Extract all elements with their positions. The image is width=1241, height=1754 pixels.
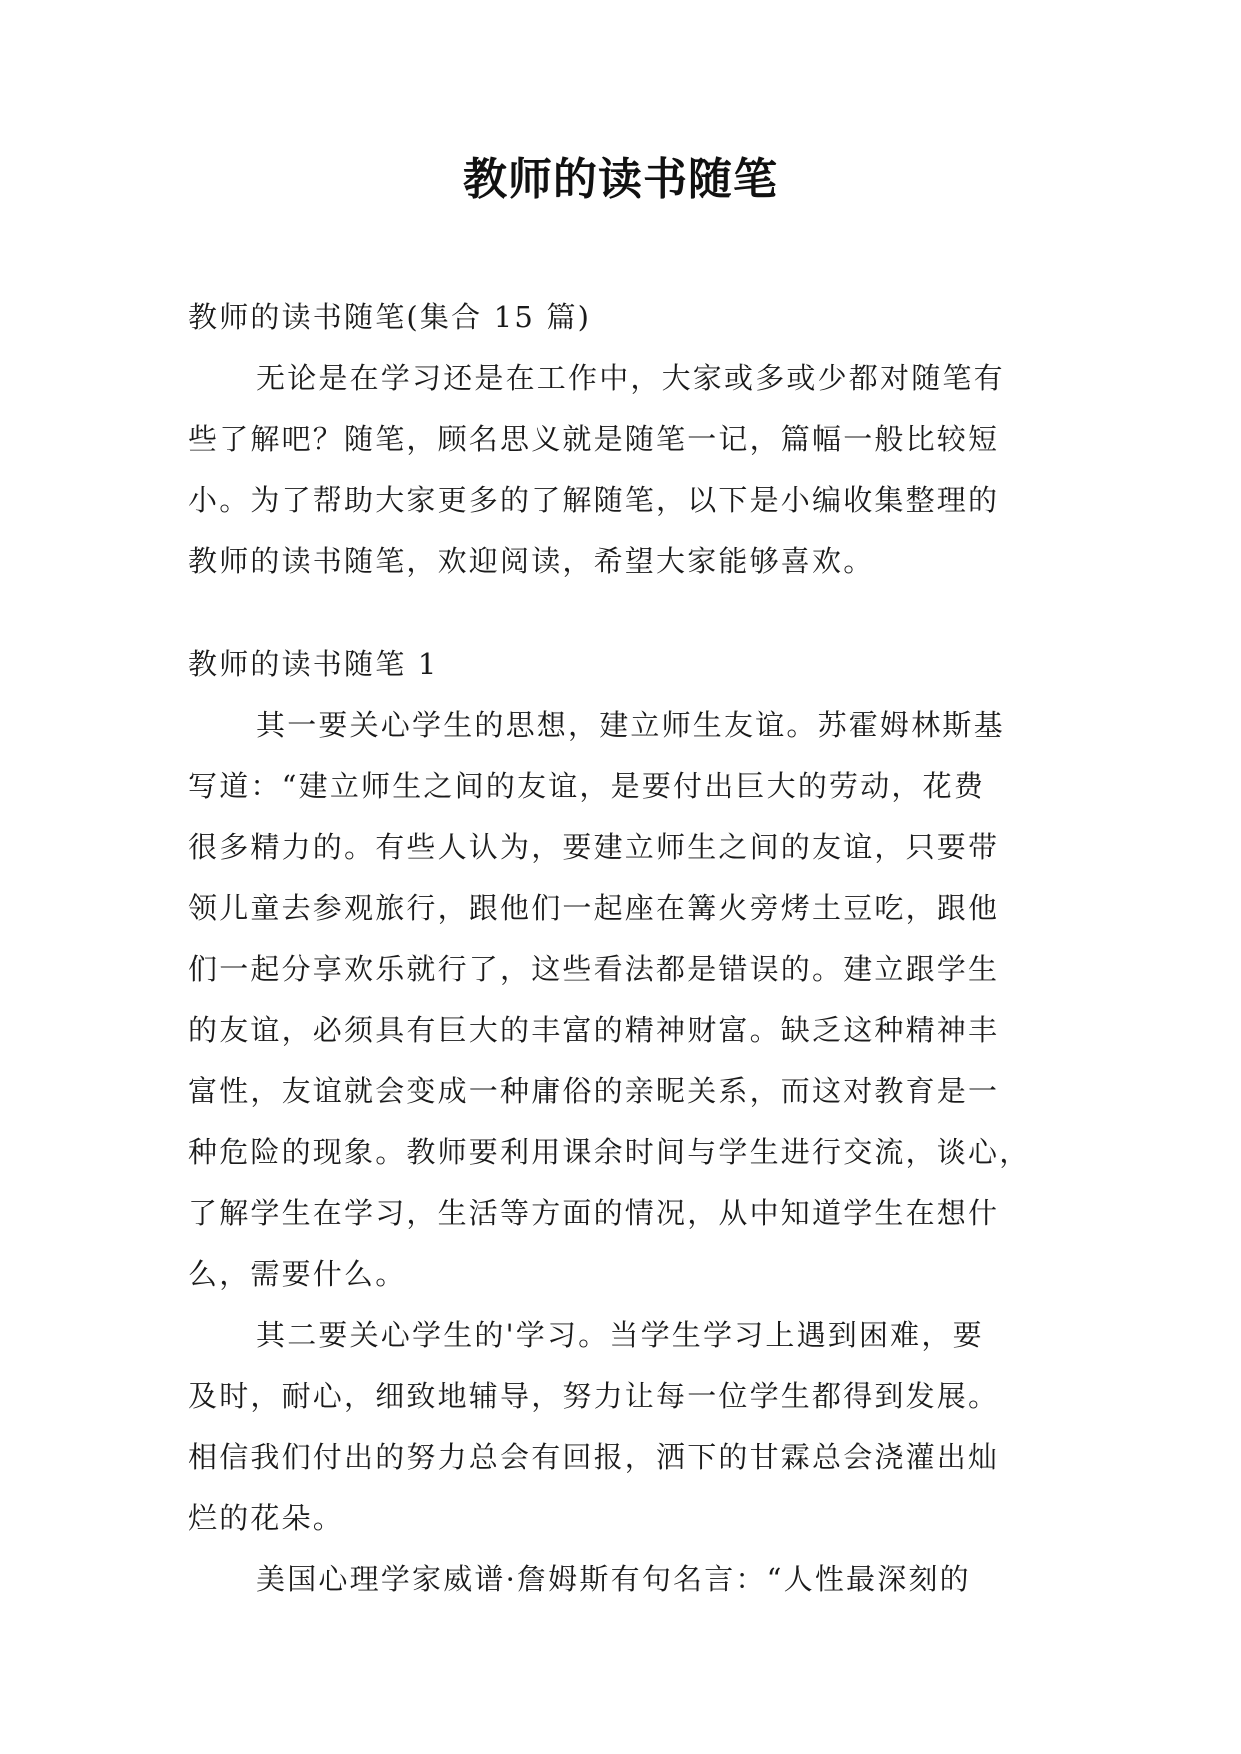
paragraph-line: 富性，友谊就会变成一种庸俗的亲昵关系，而这对教育是一 xyxy=(188,1074,1000,1108)
body-paragraph-1 xyxy=(188,695,1070,1305)
paragraph-line: 的友谊，必须具有巨大的丰富的精神财富。缺乏这种精神丰 xyxy=(188,1013,1000,1047)
paragraph-line: 其一要关心学生的思想，建立师生友谊。苏霍姆林斯基 xyxy=(256,708,1005,742)
document-body xyxy=(188,287,1070,1610)
paragraph-line: 很多精力的。有些人认为，要建立师生之间的友谊，只要带 xyxy=(188,830,1000,864)
paragraph-line: 写道：“建立师生之间的友谊，是要付出巨大的劳动，花费 xyxy=(188,769,986,803)
paragraph-line: 了解学生在学习，生活等方面的情况，从中知道学生在想什 xyxy=(188,1196,1000,1230)
section-spacer xyxy=(188,592,1070,634)
body-paragraph-2 xyxy=(188,1305,1070,1549)
paragraph-line: 烂的花朵。 xyxy=(188,1501,345,1535)
paragraph-line: 及时，耐心，细致地辅导，努力让每一位学生都得到发展。 xyxy=(188,1379,1000,1413)
intro-line: 小。为了帮助大家更多的了解随笔，以下是小编收集整理的 xyxy=(188,483,1000,517)
intro-line: 教师的读书随笔，欢迎阅读，希望大家能够喜欢。 xyxy=(188,544,875,578)
paragraph-line: 相信我们付出的努力总会有回报，洒下的甘霖总会浇灌出灿 xyxy=(188,1440,1000,1474)
intro-line: 无论是在学习还是在工作中，大家或多或少都对随笔有 xyxy=(256,361,1005,395)
body-paragraph-3 xyxy=(188,1549,1070,1610)
paragraph-line: 美国心理学家威谱·詹姆斯有句名言：“人性最深刻的 xyxy=(256,1562,971,1596)
paragraph-line: 其二要关心学生的'学习。当学生学习上遇到困难，要 xyxy=(256,1318,984,1352)
section-heading: 教师的读书随笔 1 xyxy=(188,647,439,681)
paragraph-line: 种危险的现象。教师要利用课余时间与学生进行交流，谈心， xyxy=(188,1135,1031,1169)
document-subtitle: 教师的读书随笔(集合 15 篇) xyxy=(188,300,592,334)
paragraph-line: 领儿童去参观旅行，跟他们一起座在篝火旁烤土豆吃，跟他 xyxy=(188,891,1000,925)
paragraph-line: 么，需要什么。 xyxy=(188,1257,407,1291)
document-title: 教师的读书随笔 xyxy=(463,154,778,205)
intro-paragraph xyxy=(188,348,1070,592)
intro-line: 些了解吧？随笔，顾名思义就是随笔一记，篇幅一般比较短 xyxy=(188,422,1000,456)
paragraph-line: 们一起分享欢乐就行了，这些看法都是错误的。建立跟学生 xyxy=(188,952,1000,986)
